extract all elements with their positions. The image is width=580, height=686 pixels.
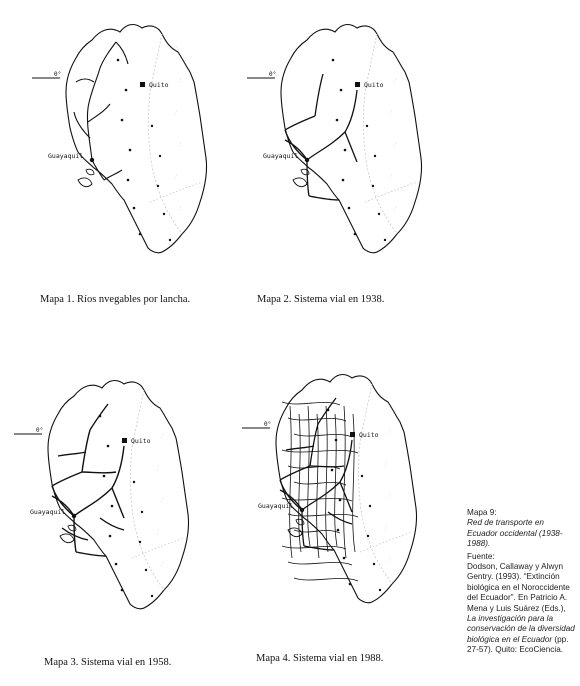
grid-dot (342, 179, 345, 182)
grid-dot (372, 185, 374, 187)
faint-annotation: ···· (154, 464, 163, 473)
map-panel-4 (240, 362, 440, 612)
faint-annotation: ···· (387, 172, 396, 181)
guayaquil-label: Guayaquil (48, 152, 84, 160)
faint-annotation: ···· (382, 458, 391, 467)
faint-annotation: ···· (387, 108, 396, 117)
grid-dot (331, 469, 334, 472)
grid-dot (129, 149, 132, 152)
river (76, 79, 94, 82)
map-panel-2 (245, 12, 445, 262)
province-border (149, 34, 183, 234)
latitude-label: 0° (269, 71, 277, 78)
road (315, 74, 323, 116)
faint-annotation: ···· (391, 140, 400, 149)
grid-dot (103, 475, 106, 478)
road (74, 446, 124, 516)
faint-annotation: ···· (391, 76, 400, 85)
quito-marker (122, 438, 127, 443)
legend-title: Mapa 9: (467, 508, 497, 517)
river (92, 160, 104, 180)
grid-dot (159, 155, 161, 157)
faint-annotation: ···· (386, 554, 395, 563)
coastline (281, 25, 422, 253)
grid-dot (374, 155, 376, 157)
road (52, 472, 82, 486)
legend-source-italic: La investigación para la conservación de la diversidad biológica en el Ecuador (467, 614, 575, 644)
river (100, 42, 116, 68)
grid-dot (133, 207, 136, 210)
faint-annotation: ···· (387, 44, 396, 53)
faint-annotation: ···· (176, 204, 185, 213)
legend-source-tail: (pp. 27-57). Quito: EcoCiencia. (467, 634, 569, 655)
road (310, 424, 318, 466)
latitude-label: 0° (264, 421, 272, 428)
grid-dot (145, 569, 147, 571)
grid-dot (354, 233, 357, 236)
road (112, 488, 124, 518)
road (82, 430, 90, 472)
grid-dot (127, 179, 130, 182)
grid-dot (340, 89, 343, 92)
faint-annotation: ···· (172, 172, 181, 181)
faint-annotation: ···· (158, 560, 167, 569)
grid-dot (332, 59, 335, 62)
river (104, 170, 122, 180)
quito-label: Quito (359, 431, 379, 439)
guayaquil-label: Guayaquil (30, 508, 66, 516)
map-3-caption: Mapa 3. Sistema vial en 1958. (44, 657, 172, 668)
legend-source-text (467, 562, 575, 656)
road (307, 160, 309, 196)
grid-dot (169, 239, 171, 241)
coastline (66, 25, 207, 253)
faint-annotation: ···· (158, 496, 167, 505)
grid-dot (379, 589, 381, 591)
secondary-road (335, 414, 337, 546)
grid-dot (117, 59, 120, 62)
faint-annotation: ···· (386, 490, 395, 499)
map-2-figure (245, 12, 445, 262)
faint-annotation: ···· (391, 204, 400, 213)
road (340, 482, 352, 512)
road (90, 404, 108, 430)
faint-annotation: ···· (158, 432, 167, 441)
grid-dot (151, 125, 153, 127)
map-panel-1 (30, 12, 230, 262)
quito-marker (140, 82, 145, 87)
road (100, 518, 124, 530)
map-4-caption: Mapa 4. Sistema vial en 1988. (256, 653, 384, 664)
faint-annotation: ···· (176, 140, 185, 149)
grid-dot (366, 125, 368, 127)
road (58, 452, 86, 456)
grid-dot (157, 185, 159, 187)
grid-dot (139, 541, 141, 543)
secondary-road (288, 562, 352, 565)
secondary-road (294, 434, 352, 437)
grid-dot (125, 89, 128, 92)
quito-label: Quito (131, 437, 151, 445)
road (285, 116, 315, 130)
grid-dot (163, 213, 165, 215)
grid-dot (378, 213, 380, 215)
faint-annotation: ···· (172, 108, 181, 117)
map-panel-3 (12, 368, 212, 618)
secondary-road (344, 406, 346, 558)
secondary-road (308, 406, 310, 546)
legend-source-plain: Dodson, Callaway y Alwyn Gentry. (1993). “Extinción biológica en el Noroccidente del Ecuador”. En Patricio A. Mena y Luis Suárez (Eds.), (467, 562, 570, 613)
secondary-road (282, 546, 346, 549)
grid-dot (367, 535, 369, 537)
island (78, 178, 92, 187)
grid-dot (336, 119, 339, 122)
quito-label: Quito (149, 81, 169, 89)
grid-dot (339, 499, 342, 502)
faint-annotation: ···· (154, 400, 163, 409)
faint-annotation: ···· (176, 76, 185, 85)
latitude-label: 0° (36, 427, 44, 434)
road (328, 512, 352, 524)
grid-dot (343, 557, 346, 560)
quito-marker (355, 82, 360, 87)
grid-dot (107, 445, 110, 448)
faint-annotation: ···· (386, 426, 395, 435)
coastline (48, 381, 189, 609)
grid-dot (344, 149, 347, 152)
road (309, 196, 339, 200)
grid-dot (369, 505, 371, 507)
grid-dot (115, 563, 118, 566)
grid-dot (151, 595, 153, 597)
province-border (364, 34, 398, 234)
quito-label: Quito (364, 81, 384, 89)
grid-dot (373, 563, 375, 565)
legend-source-label: Fuente: (467, 551, 495, 561)
road (345, 132, 357, 162)
grid-dot (109, 535, 112, 538)
map-4-figure (240, 362, 440, 612)
road (76, 552, 106, 556)
grid-dot (361, 475, 363, 477)
grid-dot (337, 529, 340, 532)
grid-dot (121, 119, 124, 122)
island (86, 169, 94, 175)
figure-legend (467, 508, 575, 656)
island (60, 534, 74, 543)
faint-annotation: ···· (172, 44, 181, 53)
province-border (359, 384, 393, 584)
latitude-label: 0° (54, 71, 62, 78)
road (74, 516, 76, 552)
road (307, 90, 357, 160)
map-3-figure (12, 368, 212, 618)
faint-annotation: ···· (382, 394, 391, 403)
grid-dot (121, 589, 124, 592)
coastline (276, 375, 417, 603)
grid-dot (133, 481, 135, 483)
grid-dot (384, 239, 386, 241)
grid-dot (141, 511, 143, 513)
legend-subtitle: Red de transporte en Ecuador occidental (1938-1988). (467, 518, 563, 549)
province-border (131, 390, 165, 590)
map-2-caption: Mapa 2. Sistema vial en 1938. (257, 294, 385, 305)
grid-dot (111, 505, 114, 508)
island (293, 178, 307, 187)
map-1-figure (30, 12, 230, 262)
guayaquil-label: Guayaquil (263, 152, 299, 160)
grid-dot (348, 207, 351, 210)
road (82, 472, 116, 473)
grid-dot (139, 233, 142, 236)
faint-annotation: ···· (154, 528, 163, 537)
river (88, 104, 110, 122)
map-1-caption: Mapa 1. Ríos nvegables por lancha. (40, 294, 191, 305)
grid-dot (349, 583, 352, 586)
secondary-road (282, 450, 358, 453)
guayaquil-label: Guayaquil (258, 502, 294, 510)
faint-annotation: ···· (382, 522, 391, 531)
